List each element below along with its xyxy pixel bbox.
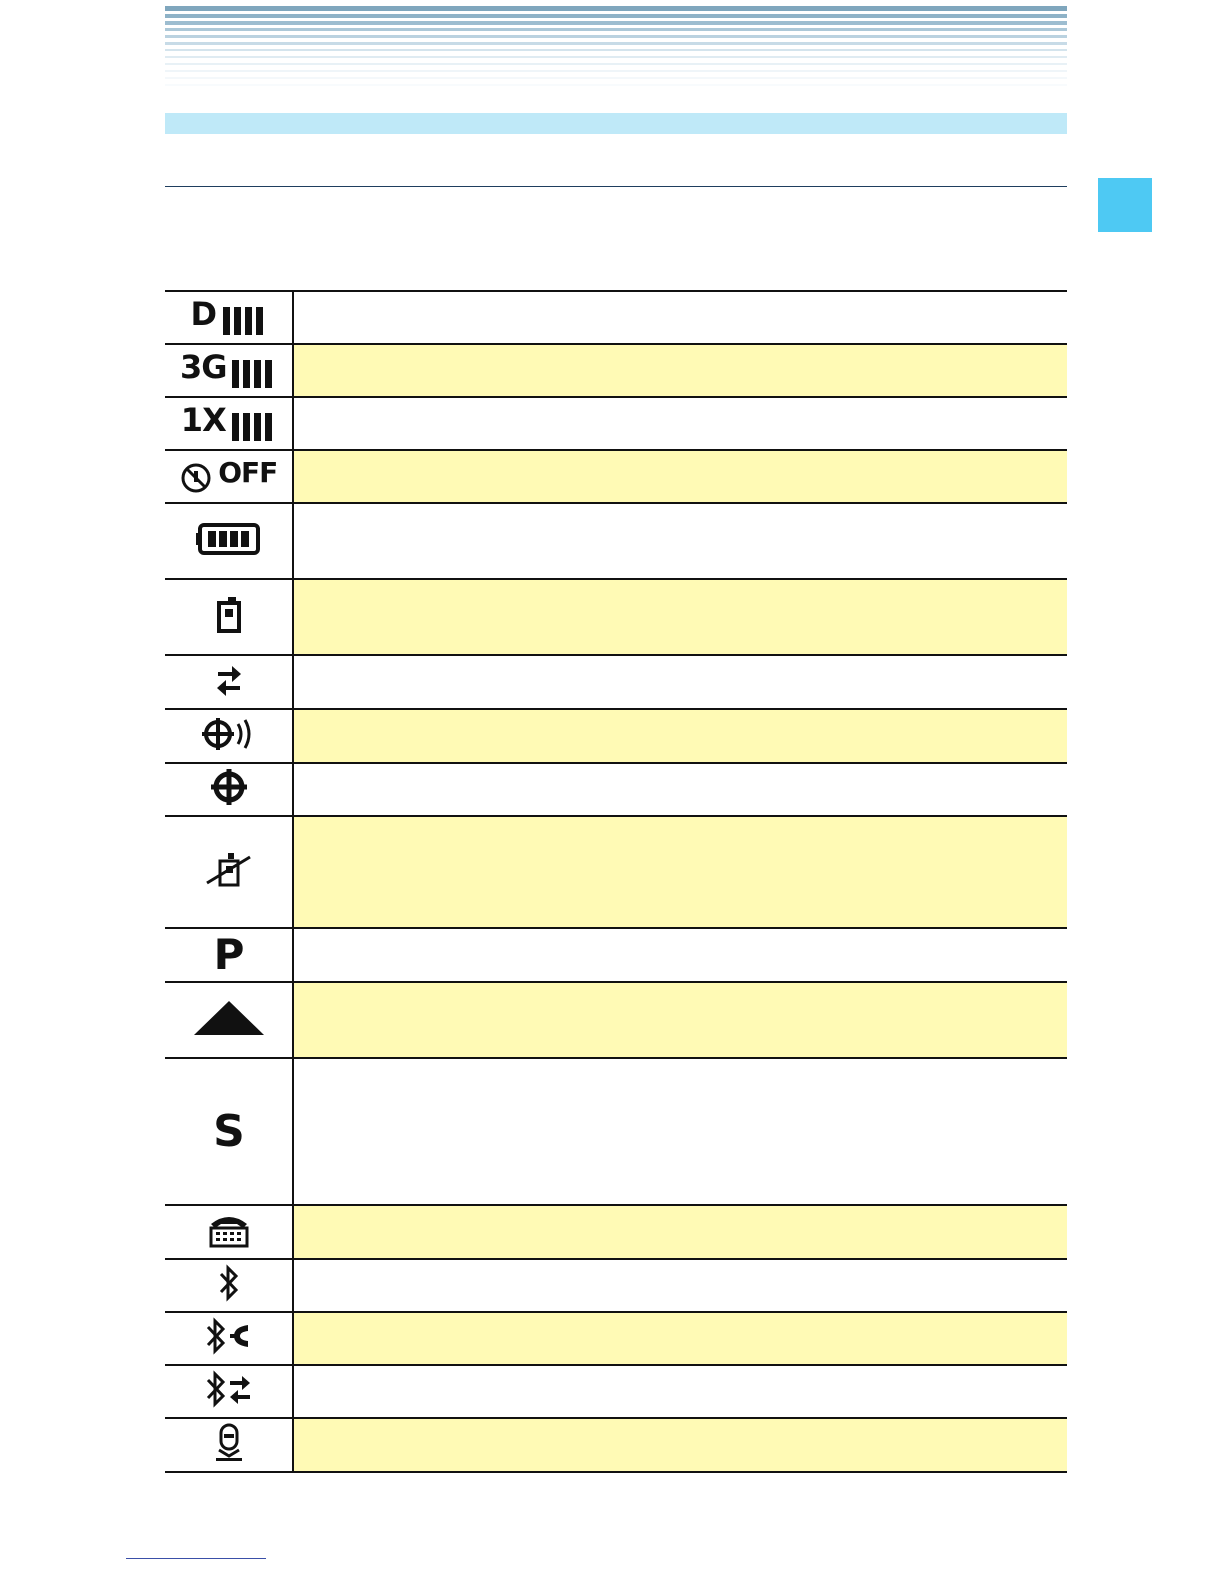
p-icon: P: [213, 930, 244, 979]
phone-icon: [214, 595, 244, 640]
table-row: [165, 450, 1067, 503]
table-row: [165, 928, 1067, 982]
off-label: OFF: [218, 456, 278, 490]
header-decoration: [165, 6, 1067, 96]
data-transfer-icon: [214, 660, 244, 705]
table-row: [165, 579, 1067, 655]
table-row: [165, 1418, 1067, 1472]
no-service-icon: [204, 849, 254, 896]
row-description: [293, 1205, 1067, 1259]
row-description: [293, 503, 1067, 579]
s-icon: S: [213, 1105, 244, 1157]
bluetooth-connected-icon: [204, 1315, 254, 1362]
3g-label: 3G: [180, 348, 227, 387]
row-description: [293, 1259, 1067, 1312]
tty-icon: [207, 1210, 251, 1255]
location-on-icon: [200, 714, 258, 759]
row-description: [293, 1418, 1067, 1472]
row-description: [293, 397, 1067, 450]
bluetooth-icon: [216, 1262, 242, 1309]
bluetooth-transfer-icon: [204, 1368, 254, 1415]
indicator-icon-table: [165, 290, 1067, 1473]
table-row: [165, 655, 1067, 709]
table-row: [165, 397, 1067, 450]
table-row: [165, 982, 1067, 1058]
table-row: [165, 503, 1067, 579]
row-description: [293, 291, 1067, 344]
section-band: [165, 113, 1067, 134]
table-row: [165, 1312, 1067, 1365]
location-icon: [209, 767, 249, 812]
row-description: [293, 709, 1067, 763]
row-description: [293, 1312, 1067, 1365]
row-description: [293, 344, 1067, 397]
row-description: [293, 816, 1067, 928]
table-row: [165, 344, 1067, 397]
table-row: [165, 291, 1067, 344]
digital-label: D: [190, 295, 217, 334]
row-description: [293, 579, 1067, 655]
table-row: [165, 816, 1067, 928]
row-description: [293, 1365, 1067, 1418]
table-row: [165, 1365, 1067, 1418]
row-description: [293, 1058, 1067, 1205]
divider-rule: [165, 186, 1067, 187]
table-row: [165, 1205, 1067, 1259]
digital-signal-icon: [190, 295, 266, 337]
chapter-tab: [1098, 178, 1152, 232]
row-description: [293, 655, 1067, 709]
row-description: [293, 982, 1067, 1058]
row-description: [293, 763, 1067, 816]
battery-icon: [195, 522, 263, 561]
3g-signal-icon: [180, 348, 277, 390]
table-row: [165, 1058, 1067, 1205]
row-description: [293, 928, 1067, 982]
voice-record-icon: [211, 1422, 247, 1469]
table-row: [165, 1259, 1067, 1312]
1x-label: 1X: [180, 401, 226, 440]
airplane-off-icon: [180, 456, 278, 494]
table-row: [165, 763, 1067, 816]
table-row: [165, 709, 1067, 763]
1x-signal-icon: [180, 401, 276, 443]
triangle-icon: [191, 997, 267, 1044]
footer-rule: [126, 1558, 266, 1559]
row-description: [293, 450, 1067, 503]
